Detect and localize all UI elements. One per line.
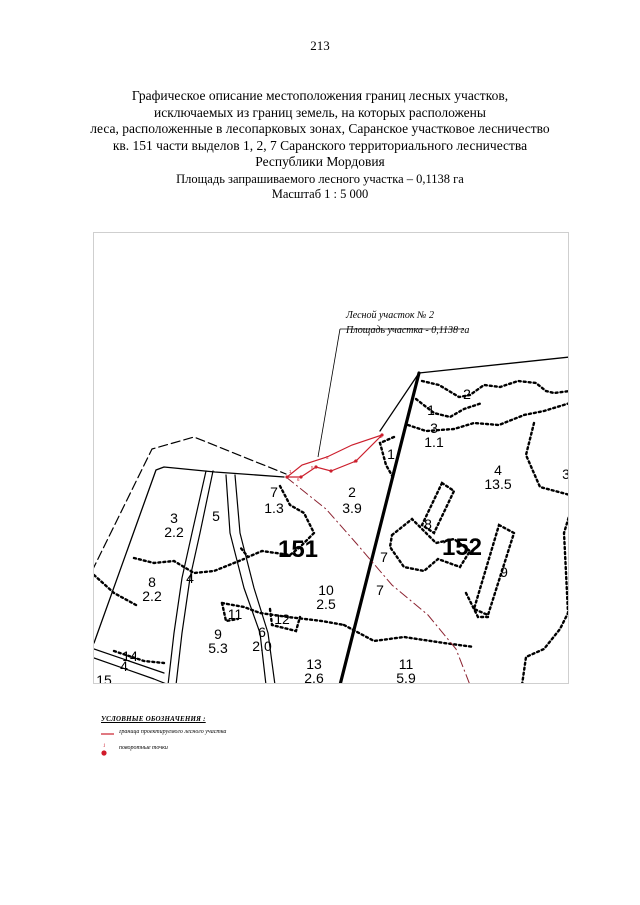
section-number: 13: [306, 656, 322, 672]
section-number: 1: [387, 446, 395, 462]
section-number: 11: [398, 656, 414, 672]
section-number: 8: [424, 516, 432, 532]
forest-plot-boundary: [287, 435, 382, 477]
section-number: 3: [430, 420, 438, 436]
svg-text:3: 3: [326, 455, 329, 460]
quarter-boundary-dashed: [94, 437, 286, 571]
title-line-2: исключаемых из границ земель, на которых расположены: [154, 104, 486, 120]
section-area: 2.2: [142, 588, 162, 604]
svg-text:5: 5: [311, 465, 314, 470]
section-area: 3.9: [342, 500, 362, 516]
boundary-line-symbol: [101, 726, 115, 742]
section-number: 8: [148, 574, 156, 590]
section-area: 2.6: [304, 670, 324, 685]
title-line-4: кв. 151 части выделов 1, 2, 7 Саранского территориального лесничества: [112, 137, 528, 153]
section-area: 5.3: [208, 640, 228, 656]
section-number: 2: [348, 484, 356, 500]
section-number: 7: [270, 484, 278, 500]
plot-meta: [0, 172, 640, 201]
map-drawing: [94, 233, 569, 684]
scale-line: Масштаб 1 : 5 000: [271, 186, 369, 201]
section-number: 3: [170, 510, 178, 526]
title-line-1: Графическое описание местоположения границ лесных участков,: [131, 88, 509, 103]
section-number: 7: [380, 549, 388, 565]
document-title: [20, 88, 620, 171]
legend-row-points: [101, 742, 361, 758]
section-number: 12: [274, 611, 290, 627]
section-line-red: [286, 477, 470, 684]
svg-text:2: 2: [380, 434, 383, 439]
legend-points-label: поворотные точки: [119, 745, 168, 751]
quarter-number-151: 151: [277, 536, 319, 563]
title-line-3: леса, расположенные в лесопарковых зонах, Саранское участковое лесничество: [90, 121, 550, 136]
section-number: 9: [500, 564, 508, 580]
callout-plot-area: Площадь участка - 0,1138 га: [346, 325, 470, 336]
section-number: 4: [186, 570, 194, 586]
quarter-number-152: 152: [441, 534, 483, 561]
legend-row-boundary: [101, 726, 361, 742]
section-number: 3: [562, 466, 570, 482]
section-area: 1.1: [424, 434, 444, 450]
section-number: 10: [318, 582, 334, 598]
svg-text:4: 4: [353, 459, 356, 464]
section-number: 9: [214, 626, 222, 642]
section-number: 11: [227, 606, 243, 622]
turning-points: [285, 433, 383, 478]
section-area: 2.0: [252, 638, 272, 654]
section-labels: [96, 386, 569, 684]
section-number: 6: [258, 624, 266, 640]
svg-text:6: 6: [297, 477, 300, 482]
turning-point-symbol: [101, 742, 115, 758]
section-number: 14: [122, 648, 138, 664]
section-number: 15: [96, 672, 112, 685]
legend-title: УСЛОВНЫЕ ОБОЗНАЧЕНИЯ :: [101, 715, 206, 723]
section-area: 2.2: [164, 524, 184, 540]
section-number: 4: [120, 658, 128, 674]
callout-plot-number: Лесной участок № 2: [346, 310, 434, 321]
legend-boundary-label: граница проектируемого лесного участка: [119, 729, 227, 735]
page-number: 213: [310, 38, 330, 53]
forest-plot-map: [93, 232, 569, 684]
svg-text:1: 1: [103, 744, 106, 749]
section-area: 1.3: [264, 500, 284, 516]
section-number: 5: [212, 508, 220, 524]
turning-point-labels: [289, 434, 383, 482]
svg-text:1: 1: [289, 469, 292, 474]
area-line: Площадь запрашиваемого лесного участка – 0,1138 га: [176, 172, 464, 186]
section-area: 5.9: [396, 670, 416, 685]
title-line-5: Республики Мордовия: [255, 154, 385, 169]
section-number: 1: [427, 402, 435, 418]
section-area: 2.5: [316, 596, 336, 612]
section-number: 4: [494, 462, 502, 478]
map-legend: [101, 715, 361, 758]
block-boundary-w: [94, 467, 284, 643]
section-number: 2: [463, 386, 471, 402]
section-number: 7: [376, 582, 384, 598]
section-area: 13.5: [484, 476, 512, 492]
